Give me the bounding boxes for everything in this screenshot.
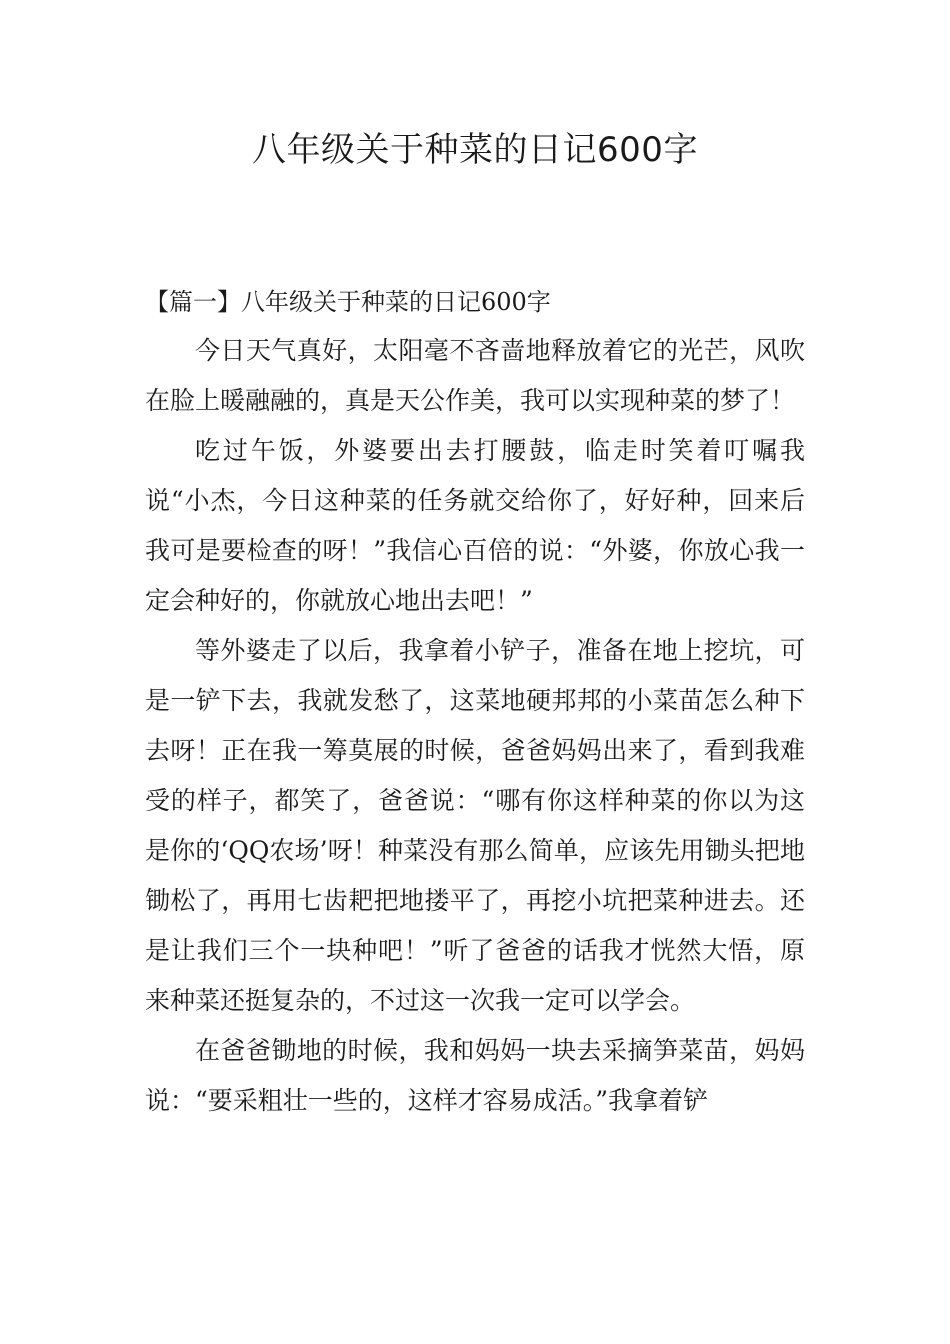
section-heading: 【篇一】八年级关于种菜的日记600字 <box>145 288 551 316</box>
document-title: 八年级关于种菜的日记600字 <box>252 130 698 170</box>
paragraph: 在爸爸锄地的时候，我和妈妈一块去采摘笋菜苗，妈妈说：“要采粗壮一些的，这样才容易成活。”我拿着铲 <box>145 1036 805 1115</box>
paragraph: 今日天气真好，太阳毫不吝啬地释放着它的光芒，风吹在脸上暖融融的，真是天公作美，我可以实现种菜的梦了！ <box>145 336 805 415</box>
paragraph: 等外婆走了以后，我拿着小铲子，准备在地上挖坑，可是一铲下去，我就发愁了，这菜地硬邦邦的小菜苗怎么种下去呀！正在我一筹莫展的时候，爸爸妈妈出来了，看到我难受的样子，都笑了，爸爸说：“哪有你这样种菜的你以为这是你的‘QQ农场’呀！种菜没有那么简单，应该先用锄头把地锄松了，再用七齿耙把地搂平了，再挖小坑把菜种进去。还是让我们三个一块种吧！”听了爸爸的话我才恍然大悟，原来种菜还挺复杂的，不过这一次我一定可以学会。 <box>145 636 805 1015</box>
document-body <box>145 326 805 1126</box>
paragraph: 吃过午饭，外婆要出去打腰鼓，临走时笑着叮嘱我说“小杰，今日这种菜的任务就交给你了，好好种，回来后我可是要检查的呀！”我信心百倍的说：“外婆，你放心我一定会种好的，你就放心地出去吧！” <box>145 436 805 615</box>
